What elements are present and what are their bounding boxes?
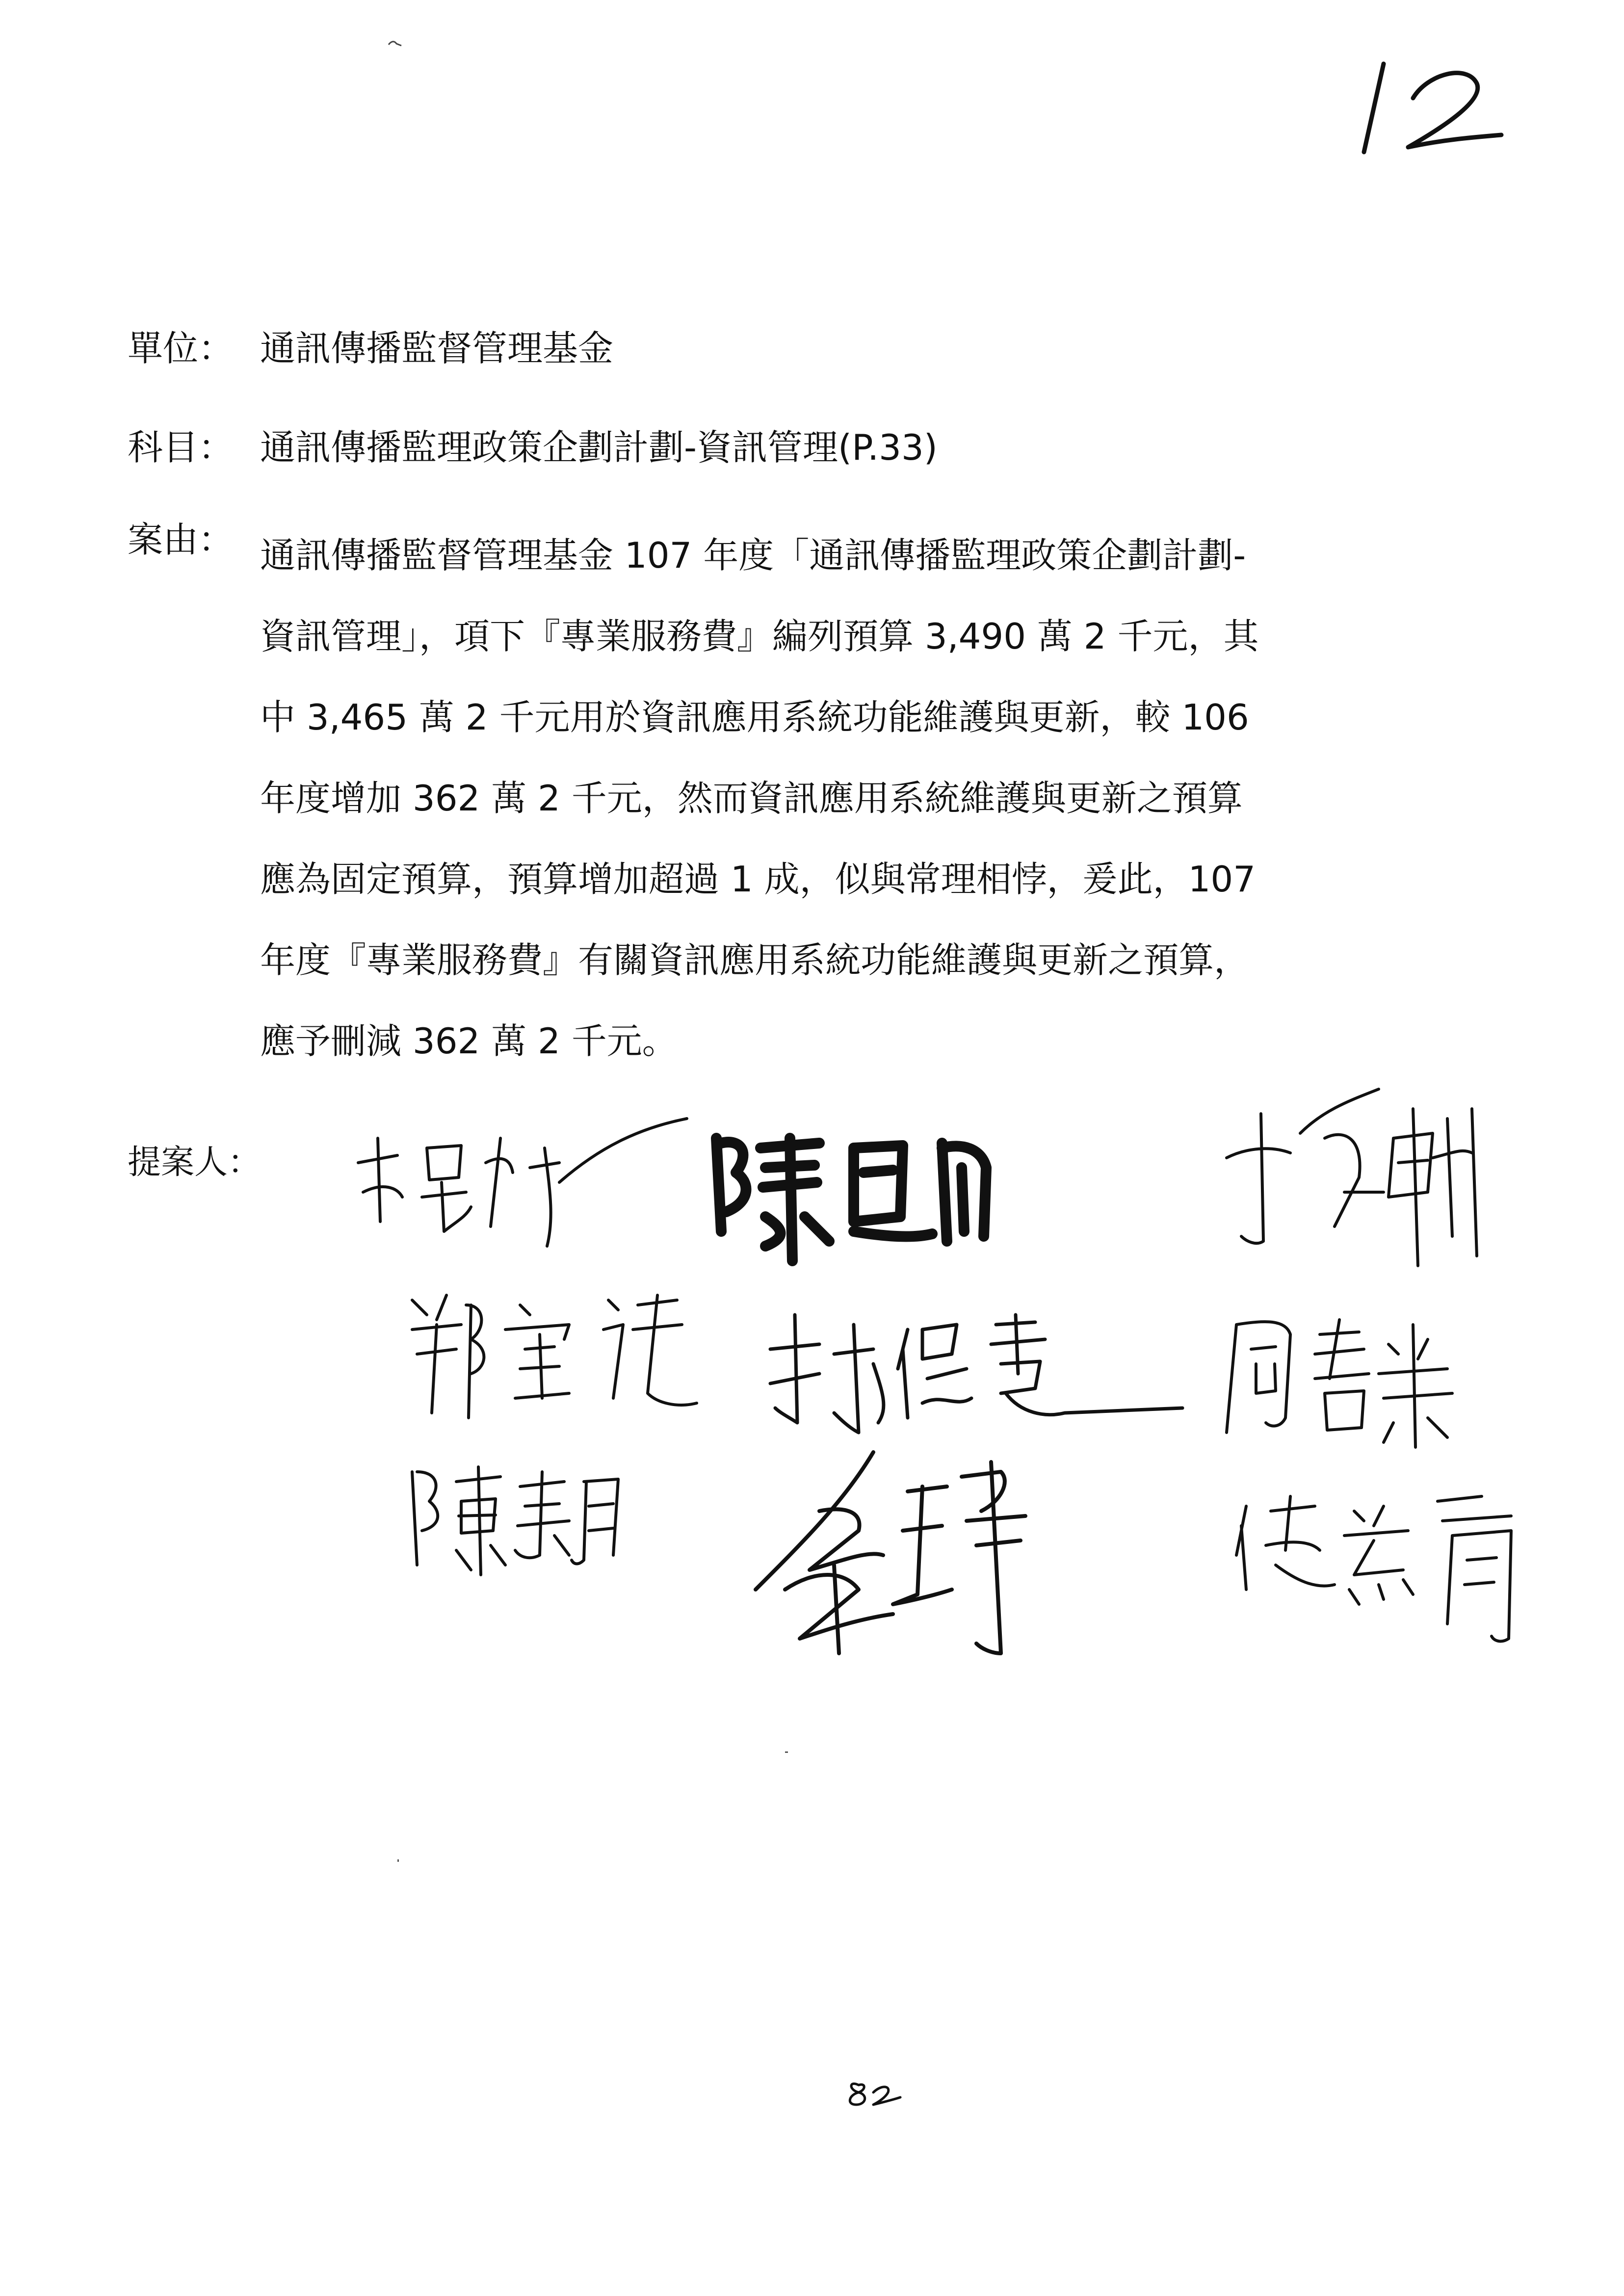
reason-line: 通訊傳播監督管理基金 107 年度「通訊傳播監理政策企劃計劃- <box>260 535 1246 576</box>
reason-line: 資訊管理」，項下『專業服務費』編列預算 3,490 萬 2 千元，其 <box>260 616 1259 657</box>
signature-scrawl <box>1217 1305 1472 1452</box>
scan-artifact <box>388 39 402 46</box>
subject-label: 科目： <box>128 427 234 468</box>
signature-scrawl <box>402 1452 628 1580</box>
signature-scrawl <box>1217 1079 1521 1285</box>
signature-scrawl <box>760 1295 1192 1442</box>
proposer-label: 提案人： <box>128 1143 262 1182</box>
handwritten-page-number <box>1354 54 1511 162</box>
signature <box>760 1295 1192 1442</box>
subject-value: 通訊傳播監理政策企劃計劃-資訊管理(P.33) <box>260 427 938 468</box>
unit-value: 通訊傳播監督管理基金 <box>260 328 614 369</box>
signature-scrawl <box>1227 1477 1531 1644</box>
signature <box>746 1442 1099 1658</box>
reason-row <box>128 515 260 564</box>
signature <box>1227 1477 1531 1644</box>
subject-row <box>128 423 938 472</box>
reason-line: 年度增加 362 萬 2 千元，然而資訊應用系統維護與更新之預算 <box>260 778 1243 819</box>
reason-body <box>260 515 1496 1082</box>
signature <box>402 1276 707 1433</box>
signature <box>402 1452 628 1580</box>
reason-line: 年度『專業服務費』有關資訊應用系統功能維護與更新之預算， <box>260 939 1250 981</box>
unit-label: 單位： <box>128 328 234 369</box>
handwritten-footer-number <box>844 2075 903 2110</box>
signature <box>1217 1305 1472 1452</box>
signature <box>707 1119 1060 1276</box>
signature-scrawl <box>746 1442 1099 1658</box>
signature-scrawl <box>402 1276 707 1433</box>
handwritten-footer-number-graphic <box>844 2075 903 2110</box>
reason-label: 案由： <box>128 519 234 560</box>
reason-line: 中 3,465 萬 2 千元用於資訊應用系統功能維護與更新，較 106 <box>260 697 1249 738</box>
reason-line: 應予刪減 362 萬 2 千元。 <box>260 1020 678 1062</box>
signature-scrawl <box>707 1119 1060 1276</box>
scan-artifact <box>785 1751 788 1753</box>
reason-line: 應為固定預算，預算增加超過 1 成，似與常理相悖，爰此，107 <box>260 859 1256 900</box>
signature-scrawl <box>343 1109 697 1256</box>
scan-artifact <box>397 1859 399 1862</box>
signature <box>343 1109 697 1256</box>
unit-row <box>128 324 613 373</box>
signature <box>1217 1079 1521 1285</box>
handwritten-page-number-graphic <box>1354 54 1511 162</box>
